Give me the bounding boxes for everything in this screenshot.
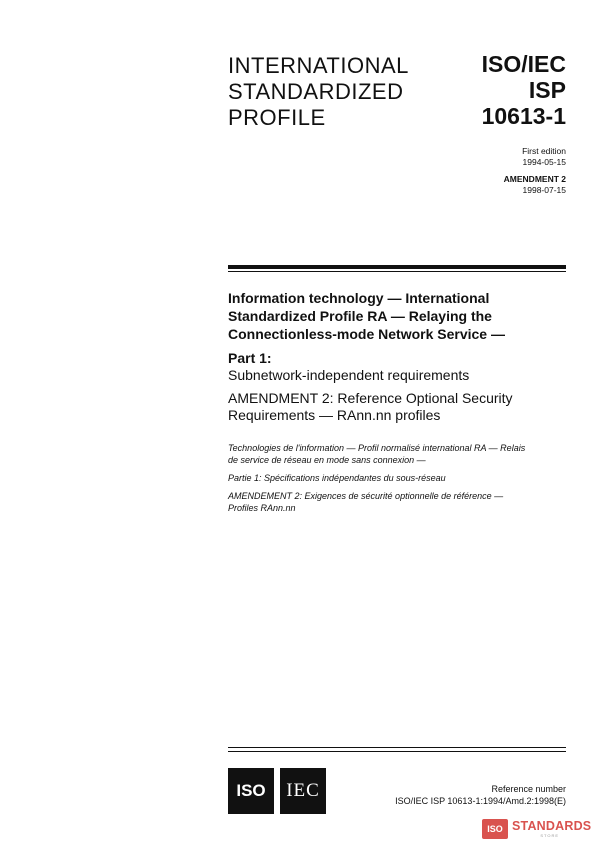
watermark-sub: STORE <box>540 833 560 838</box>
iec-logo-text: IEC <box>286 780 320 801</box>
main-title-line: Information technology — International <box>228 290 490 306</box>
amendment-title-line: AMENDMENT 2: Reference Optional Security <box>228 390 513 406</box>
reference-block <box>395 783 566 807</box>
french-amendment-line: AMENDEMENT 2: Exigences de sécurité optionnelle de référence — <box>228 491 504 501</box>
reference-label: Reference number <box>491 784 566 794</box>
watermark-text-group <box>508 820 591 838</box>
document-number-line: 10613-1 <box>481 103 566 129</box>
top-divider-thin <box>228 271 566 272</box>
watermark-brand: STANDARDS <box>512 819 592 833</box>
french-part: Partie 1: Spécifications indépendantes du sous-réseau <box>228 473 446 483</box>
main-title <box>228 289 573 343</box>
reference-number: ISO/IEC ISP 10613-1:1994/Amd.2:1998(E) <box>395 796 566 806</box>
watermark-badge: ISO <box>482 819 508 839</box>
bottom-divider-thin <box>228 747 566 748</box>
document-number-line: ISO/IEC <box>481 51 566 77</box>
first-edition-date: 1994-05-15 <box>522 157 566 167</box>
french-title <box>228 442 573 466</box>
edition-info <box>504 146 566 196</box>
top-divider-thick <box>228 265 566 269</box>
amendment-date: 1998-07-15 <box>522 185 566 195</box>
french-title-block <box>228 442 573 520</box>
title-block <box>228 289 573 424</box>
iso-logo <box>228 768 274 814</box>
document-type-line: STANDARDIZED <box>228 79 404 104</box>
document-type <box>228 53 448 131</box>
document-number-line: ISP <box>528 77 566 103</box>
document-type-line: PROFILE <box>228 105 326 130</box>
first-edition-label: First edition <box>522 146 566 156</box>
part-subtitle: Subnetwork-independent requirements <box>228 367 470 383</box>
document-number <box>482 51 566 129</box>
french-title-line: de service de réseau en mode sans connexion — <box>228 455 426 465</box>
standards-store-watermark <box>482 816 594 842</box>
french-amendment-line: Profiles RAnn.nn <box>228 503 296 513</box>
amendment-label: AMENDMENT 2 <box>503 174 566 184</box>
french-title-line: Technologies de l'information — Profil normalisé international RA — Relais <box>228 443 526 453</box>
french-amendment <box>228 490 573 514</box>
iso-logo-text: ISO <box>236 781 266 800</box>
amendment-title <box>228 390 573 424</box>
part-label: Part 1: <box>228 350 272 366</box>
amendment-title-line: Requirements — RAnn.nn profiles <box>228 407 441 423</box>
iec-logo <box>280 768 326 814</box>
main-title-line: Standardized Profile RA — Relaying the <box>228 308 492 324</box>
main-title-line: Connectionless-mode Network Service — <box>228 326 505 342</box>
bottom-divider-thin <box>228 751 566 752</box>
document-type-line: INTERNATIONAL <box>228 53 409 78</box>
